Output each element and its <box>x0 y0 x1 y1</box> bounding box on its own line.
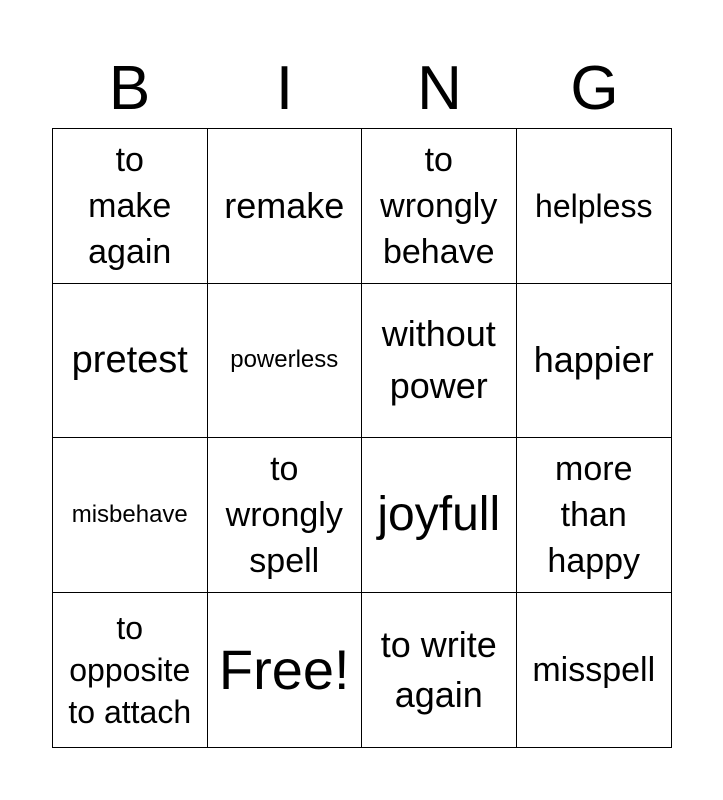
bingo-cell-text: joyfull <box>377 487 501 541</box>
bingo-cell-text: helpless <box>535 187 653 224</box>
bingo-cell[interactable] <box>208 438 363 593</box>
bingo-cell[interactable] <box>362 284 517 439</box>
bingo-cell[interactable] <box>362 129 517 284</box>
bingo-cell[interactable] <box>517 129 672 284</box>
free-space-text: Free! <box>218 637 350 701</box>
bingo-cell-text: remake <box>224 184 345 226</box>
bingo-cell-text: to wrongly behave <box>380 140 498 271</box>
bingo-cell-text: pretest <box>71 339 188 382</box>
bingo-cell-free[interactable] <box>208 593 363 748</box>
bingo-cell-text: to make again <box>88 140 172 271</box>
bingo-cell-text: more than happy <box>547 449 641 580</box>
bingo-cell[interactable] <box>53 438 208 593</box>
bingo-cell-text: misspell <box>532 650 656 689</box>
bingo-cell[interactable] <box>208 284 363 439</box>
bingo-cell-text: without power <box>381 313 496 407</box>
header-letter-i: I <box>275 54 294 123</box>
header-letter-b: B <box>108 54 151 123</box>
header-letter-n: N <box>417 54 462 123</box>
bingo-cell-text: misbehave <box>71 500 188 528</box>
bingo-card-grid <box>52 128 672 748</box>
bingo-cell-text: happier <box>533 339 654 381</box>
bingo-cell[interactable] <box>362 593 517 748</box>
bingo-cell[interactable] <box>517 593 672 748</box>
bingo-cell-text: to wrongly spell <box>225 449 343 580</box>
bingo-cell-text: to opposite to attach <box>68 609 192 730</box>
bingo-cell[interactable] <box>208 129 363 284</box>
bingo-cell-text: to write again <box>380 623 497 715</box>
bingo-cell[interactable] <box>517 438 672 593</box>
bingo-cell-text: powerless <box>230 346 339 374</box>
header-letter-g: G <box>570 54 619 123</box>
bingo-cell[interactable] <box>53 129 208 284</box>
bingo-cell[interactable] <box>517 284 672 439</box>
bingo-cell[interactable] <box>362 438 517 593</box>
bingo-cell[interactable] <box>53 593 208 748</box>
bingo-header <box>52 50 672 128</box>
bingo-cell[interactable] <box>53 284 208 439</box>
